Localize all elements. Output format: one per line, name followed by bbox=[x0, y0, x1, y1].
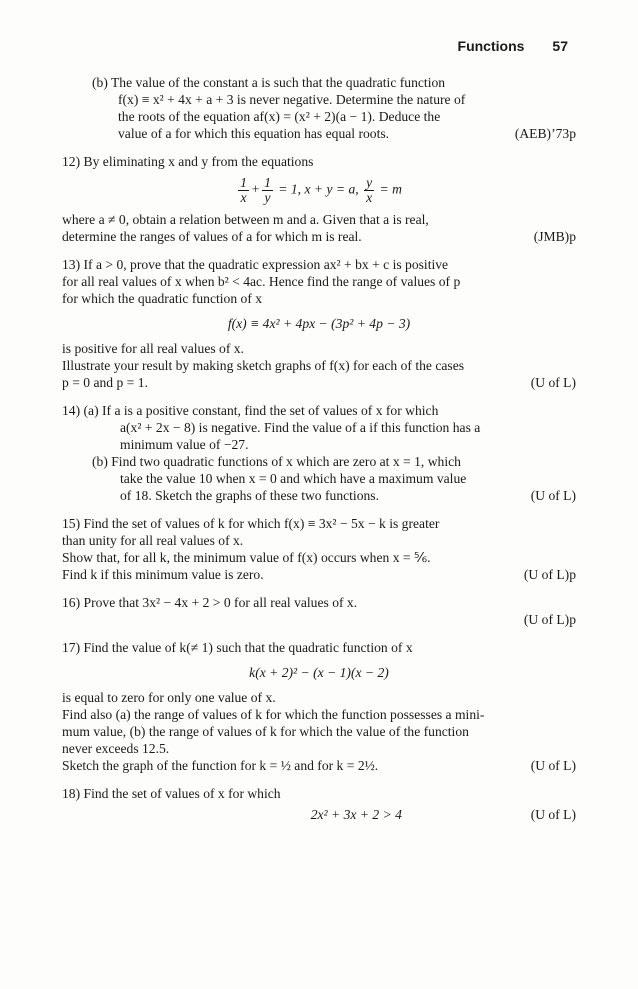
source-label: (U of L) bbox=[530, 807, 576, 822]
source-label: (U of L)p bbox=[523, 612, 576, 627]
line: 14) (a) If a is a positive constant, find the set of values of x for which bbox=[62, 403, 439, 418]
line: a(x² + 2x − 8) is negative. Find the value of a if this function has a bbox=[120, 420, 481, 435]
line: take the value 10 when x = 0 and which have a maximum value bbox=[120, 471, 467, 486]
question-15 bbox=[62, 515, 576, 583]
question-14 bbox=[62, 402, 576, 504]
line: (b) The value of the constant a is such that the quadratic function bbox=[92, 75, 446, 90]
line: f(x) ≡ x² + 4x + a + 3 is never negative. Determine the nature of bbox=[118, 92, 466, 107]
line: 16) Prove that 3x² − 4x + 2 > 0 for all real values of x. bbox=[62, 595, 358, 610]
line: the roots of the equation af(x) = (x² + 2)(a − 1). Deduce the bbox=[118, 109, 441, 124]
source-label: (U of L) bbox=[530, 758, 576, 773]
line: Show that, for all k, the minimum value of f(x) occurs when x = ⅚. bbox=[62, 550, 431, 565]
page-content bbox=[62, 74, 576, 823]
line: 15) Find the set of values of k for which f(x) ≡ 3x² − 5x − k is greater bbox=[62, 516, 440, 531]
question-16 bbox=[62, 594, 576, 628]
line: Find k if this minimum value is zero. bbox=[62, 567, 264, 582]
equation: f(x) ≡ 4x² + 4px − (3p² + 4p − 3) bbox=[227, 316, 411, 331]
source-label: (U of L) bbox=[530, 488, 576, 503]
line: is equal to zero for only one value of x. bbox=[62, 690, 276, 705]
line: mum value, (b) the range of values of k for which the value of the function bbox=[62, 724, 469, 739]
line: for which the quadratic function of x bbox=[62, 291, 263, 306]
source-label: (U of L)p bbox=[523, 567, 576, 582]
page-number: 57 bbox=[552, 38, 568, 54]
question-12 bbox=[62, 153, 576, 245]
line: minimum value of −27. bbox=[120, 437, 249, 452]
line: for all real values of x when b² < 4ac. Hence find the range of values of p bbox=[62, 274, 461, 289]
equation: k(x + 2)² − (x − 1)(x − 2) bbox=[249, 665, 389, 680]
question-17 bbox=[62, 639, 576, 774]
line: determine the ranges of values of a for which m is real. bbox=[62, 229, 362, 244]
denominator: x bbox=[240, 190, 247, 205]
equation-part: = m bbox=[379, 181, 402, 197]
line: of 18. Sketch the graphs of these two functions. bbox=[120, 488, 379, 503]
equation-part: = 1, x + y = a, bbox=[278, 181, 359, 197]
numerator: y bbox=[366, 175, 373, 190]
line: 18) Find the set of values of x for which bbox=[62, 786, 281, 801]
line: never exceeds 12.5. bbox=[62, 741, 170, 756]
equation: $\frac{1}{x}$ + $\frac{1}{y}$ = 1, x + y = a, $\frac{y}{x}$ = m bbox=[240, 175, 402, 205]
line: p = 0 and p = 1. bbox=[62, 375, 148, 390]
line: 13) If a > 0, prove that the quadratic expression ax² + bx + c is positive bbox=[62, 257, 449, 272]
line: (b) Find two quadratic functions of x which are zero at x = 1, which bbox=[92, 454, 461, 469]
line: where a ≠ 0, obtain a relation between m and a. Given that a is real, bbox=[62, 212, 429, 227]
source-label: (U of L) bbox=[530, 375, 576, 390]
line: value of a for which this equation has equal roots. bbox=[118, 126, 390, 141]
question-13 bbox=[62, 256, 576, 391]
numerator: 1 bbox=[240, 175, 247, 190]
line: 17) Find the value of k(≠ 1) such that the quadratic function of x bbox=[62, 640, 413, 655]
numerator: 1 bbox=[264, 175, 271, 190]
equation: 2x² + 3x + 2 > 4 bbox=[310, 807, 402, 822]
page-header bbox=[458, 38, 568, 54]
line: Illustrate your result by making sketch graphs of f(x) for each of the cases bbox=[62, 358, 465, 373]
line: Sketch the graph of the function for k = ½ and for k = 2½. bbox=[62, 758, 379, 773]
line: than unity for all real values of x. bbox=[62, 533, 244, 548]
denominator: y bbox=[264, 190, 271, 205]
line: 12) By eliminating x and y from the equations bbox=[62, 154, 314, 169]
source-label: (JMB)p bbox=[533, 229, 576, 244]
question-18 bbox=[62, 785, 576, 823]
question-11b bbox=[62, 74, 576, 142]
denominator: x bbox=[366, 190, 373, 205]
line: Find also (a) the range of values of k for which the function possesses a mini- bbox=[62, 707, 485, 722]
line: is positive for all real values of x. bbox=[62, 341, 244, 356]
chapter-title: Functions bbox=[457, 38, 525, 54]
source-label: (AEB)’73p bbox=[514, 126, 576, 141]
